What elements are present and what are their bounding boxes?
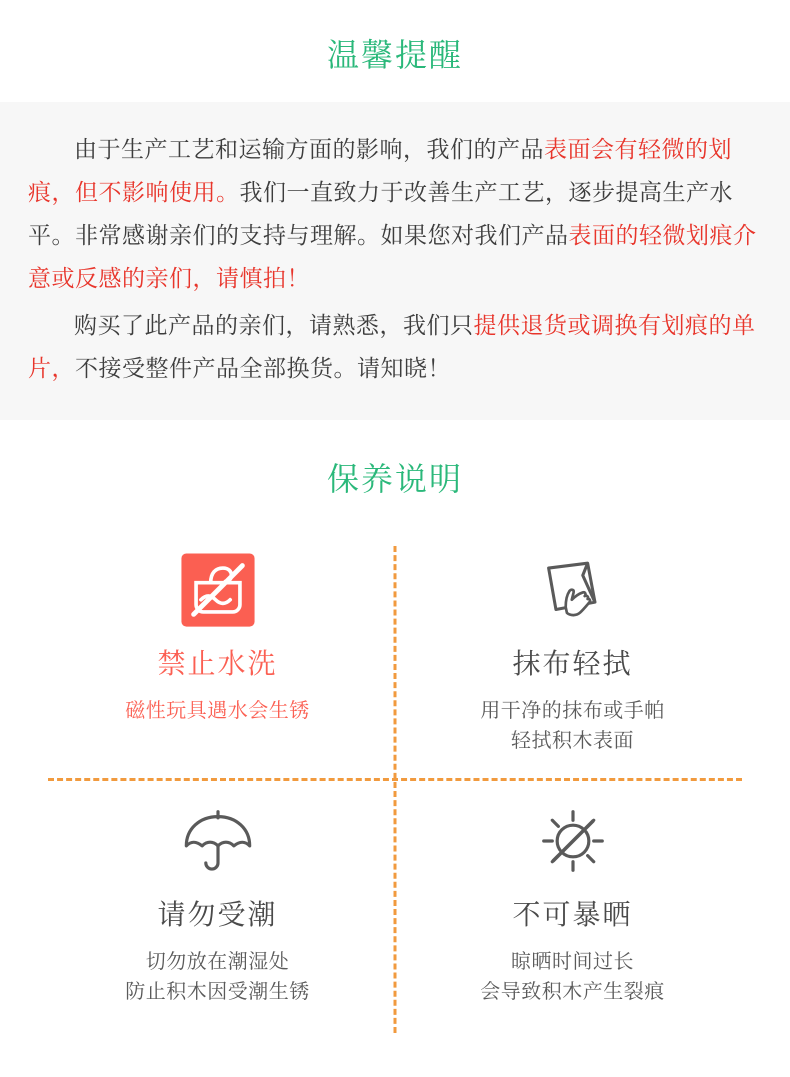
care-item-no-sun: [395, 781, 750, 1029]
care-desc-line: 会导致积木产生裂痕: [480, 981, 665, 1003]
care-item-wipe-cloth: [395, 530, 750, 778]
notice-text-plain-3: 购买了此产品的亲们，请熟悉，我们只: [74, 312, 474, 338]
notice-text-plain-4: 不接受整件产品全部换货。请知晓！: [75, 355, 451, 381]
care-heading-wipe-cloth: 抹布轻拭: [512, 648, 633, 679]
notice-text-plain-1: 由于生产工艺和运输方面的影响，我们的产品: [74, 136, 544, 162]
notice-paragraph-1: [28, 128, 762, 300]
notice-paragraph-2: [28, 304, 762, 390]
care-item-no-wash: [40, 530, 395, 778]
care-heading-no-sun: 不可暴晒: [512, 899, 633, 930]
care-desc-line: 磁性玩具遇水会生锈: [125, 700, 310, 722]
care-desc-keep-dry: [50, 947, 385, 1007]
wipe-cloth-icon: [405, 548, 740, 632]
vertical-divider: [394, 546, 397, 1033]
care-heading-keep-dry: 请勿受潮: [157, 899, 278, 930]
care-desc-line: 用干净的抹布或手帕: [480, 700, 665, 722]
care-desc-no-sun: [405, 947, 740, 1007]
care-grid: [0, 530, 790, 1059]
notice-text-highlight-3: 提供退货或调换有划痕的单片，: [28, 312, 756, 381]
care-item-keep-dry: [40, 781, 395, 1029]
notice-text-highlight-2: 表面的轻微划痕介意或反感的亲们，请慎拍！: [28, 222, 757, 291]
care-desc-line: 晾晒时间过长: [511, 951, 634, 973]
notice-box: [0, 102, 790, 420]
notice-text-plain-2: 我们一直致力于改善生产工艺，逐步提高生产水平。非常感谢亲们的支持与理解。如果您对我们产品: [28, 179, 733, 248]
care-desc-line: 切勿放在潮湿处: [145, 951, 290, 973]
care-desc-wipe-cloth: [405, 696, 740, 756]
umbrella-icon: [50, 799, 385, 883]
care-desc-line: 轻拭积木表面: [511, 730, 634, 752]
notice-text-highlight-1: 表面会有轻微的划痕，但不影响使用。: [28, 136, 732, 205]
no-wash-icon: [50, 548, 385, 632]
care-desc-no-wash: [50, 696, 385, 726]
care-desc-line: 防止积木因受潮生锈: [125, 981, 310, 1003]
no-sun-icon: [405, 799, 740, 883]
notice-section-title: 温馨提醒: [326, 37, 463, 73]
care-section-title: 保养说明: [326, 461, 463, 497]
care-heading-no-wash: 禁止水洗: [157, 648, 278, 679]
